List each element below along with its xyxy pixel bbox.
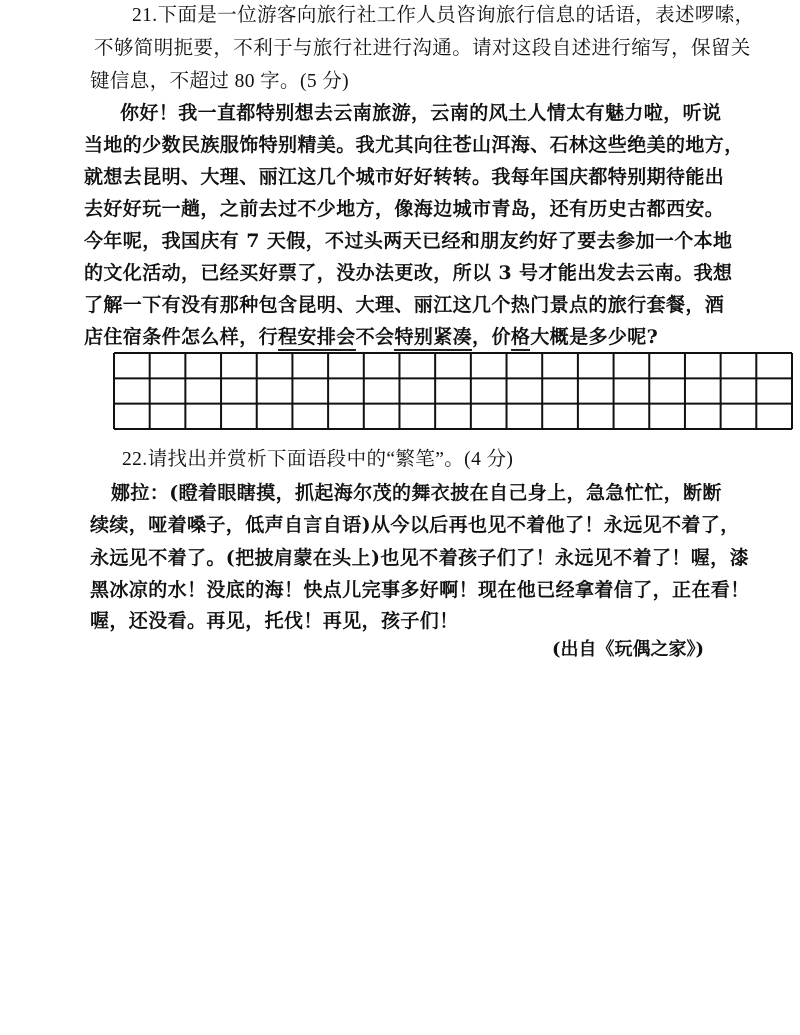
answer-grid-lines (113, 352, 793, 430)
answer-grid[interactable] (113, 352, 793, 430)
q21-passage-line-8-part-4: 大概是多少呢? (530, 326, 659, 348)
q21-passage-line-4: 去好好玩一趟，之前去过不少地方，像海边城市青岛，还有历史古都西安。 (84, 198, 725, 220)
q21-passage-line-6: 的文化活动，已经买好票了，没办法更改，所以 3 号才能出发去云南。我想 (84, 262, 733, 284)
q22-prompt: 22.请找出并赏析下面语段中的“繁笔”。(4 分) (122, 449, 514, 470)
q21-passage-line-8-part-2: 不会 (355, 326, 395, 348)
q22-passage-line-2: 续续，哑着嗓子，低声自言自语)从今以后再也见不着他了！永远见不着了， (90, 514, 740, 536)
q22-passage-line-5: 喔，还没看。再见，托伐！再见，孩子们！ (90, 610, 459, 632)
q22-passage-line-3: 永远见不着了。(把披肩蒙在头上)也见不着孩子们了！永远见不着了！喔，漆 (90, 547, 749, 569)
q21-passage-line-8-part-1: 店住宿条件怎么样，行 (84, 326, 279, 348)
q21-prompt-line-3: 键信息，不超过 80 字。(5 分) (90, 71, 350, 92)
q21-passage-line-7: 了解一下有没有那种包含昆明、大理、丽江这几个热门景点的旅行套餐，酒 (84, 294, 725, 316)
q22-passage-line-1: 娜拉：(瞪着眼瞎摸，抓起海尔茂的舞衣披在自己身上，急急忙忙，断断 (111, 482, 722, 504)
underlined-phrase-1: 程安排会 (278, 326, 356, 351)
q22-passage-line-4: 黑冰凉的水！没底的海！快点儿完事多好啊！现在他已经拿着信了，正在看！ (90, 579, 750, 601)
source-citation: (出自《玩偶之家》) (551, 639, 704, 660)
q21-passage-line-3: 就想去昆明、大理、丽江这几个城市好好转转。我每年国庆都特别期待能出 (84, 166, 725, 188)
underlined-phrase-3: 格 (511, 326, 530, 351)
q21-passage-line-8-part-3: ，价 (472, 326, 511, 348)
q21-prompt-line-1: 21.下面是一位游客向旅行社工作人员咨询旅行信息的话语，表述啰嗦， (132, 5, 755, 26)
underlined-phrase-2: 特别紧凑 (394, 326, 472, 351)
q21-passage-line-2: 当地的少数民族服饰特别精美。我尤其向往苍山洱海、石林这些绝美的地方， (84, 134, 744, 156)
q21-passage-line-1: 你好！我一直都特别想去云南旅游，云南的风土人情太有魅力啦，听说 (120, 102, 722, 124)
q21-passage-line-5: 今年呢，我国庆有 7 天假，不过头两天已经和朋友约好了要去参加一个本地 (84, 230, 733, 252)
q21-passage-line-8 (84, 324, 724, 350)
q21-prompt-line-2: 不够简明扼要，不利于与旅行社进行沟通。请对这段自述进行缩写，保留关 (94, 38, 751, 59)
